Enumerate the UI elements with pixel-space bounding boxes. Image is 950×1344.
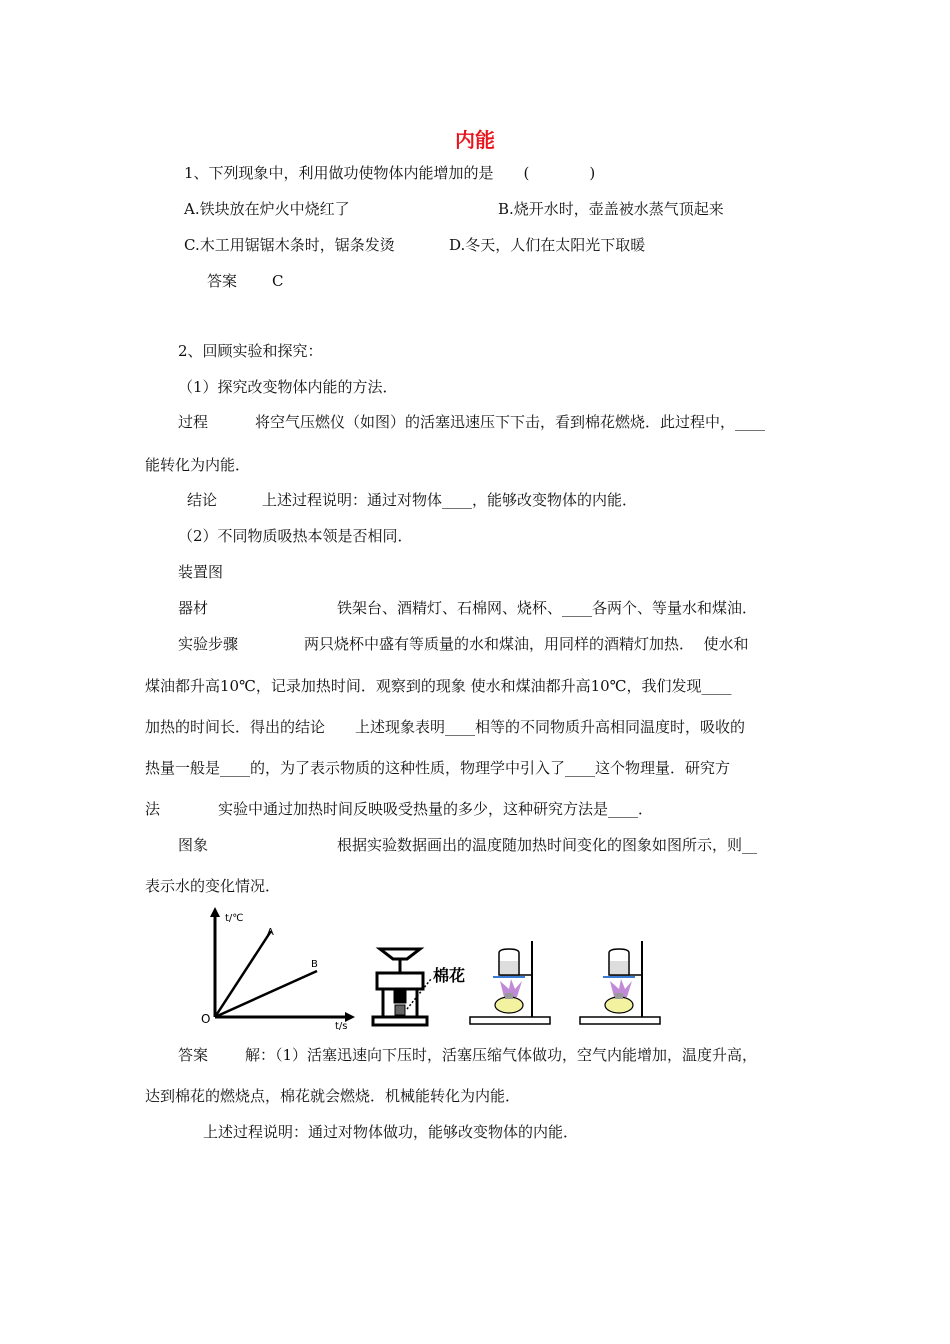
apparatus-diagram-label: 装置图 xyxy=(178,563,224,581)
q1-answer-value: C xyxy=(272,272,284,290)
q2-stem: 2、回顾实验和探究： xyxy=(178,342,323,360)
graph-text-2: 表示水的变化情况． xyxy=(145,877,281,895)
page-title: 内能 xyxy=(455,128,495,152)
q2-answer-line-1: 解：（1）活塞迅速向下压时，活塞压缩气体做功，空气内能增加，温度升高， xyxy=(245,1046,758,1064)
air-compression-igniter xyxy=(373,949,431,1025)
x-axis-label: t/s xyxy=(335,1021,348,1030)
steps-label: 实验步骤 xyxy=(178,635,239,653)
steps-text: 两只烧杯中盛有等质量的水和煤油，用同样的酒精灯加热． 使水和 xyxy=(304,635,749,653)
steps-line-4: 热量一般是____的，为了表示物质的这种性质，物理学中引入了____这个物理量．研究方 xyxy=(145,759,731,777)
q1-option-b: B.烧开水时，壶盖被水蒸气顶起来 xyxy=(498,200,724,218)
q1-stem: 1、下列现象中，利用做功使物体内能增加的是 ( ) xyxy=(184,164,596,182)
line-a-label: A xyxy=(267,927,274,938)
y-axis-label: t/℃ xyxy=(225,913,244,924)
method-label: 法 xyxy=(145,800,161,818)
materials-text: 铁架台、酒精灯、石棉网、烧杯、____各两个、等量水和煤油． xyxy=(337,599,758,617)
q2-answer-label: 答案 xyxy=(178,1046,209,1064)
temperature-time-graph xyxy=(201,907,355,1030)
q1-option-d: D.冬天，人们在太阳光下取暖 xyxy=(449,236,646,254)
steps-line-2: 煤油都升高10℃，记录加热时间．观察到的现象 使水和煤油都升高10℃，我们发现____ xyxy=(145,677,732,695)
conclusion-label: 结论 xyxy=(187,491,218,509)
process-label: 过程 xyxy=(178,413,209,431)
q2-answer-line-3: 上述过程说明：通过对物体做功，能够改变物体的内能． xyxy=(203,1123,579,1141)
q2-answer-line-2: 达到棉花的燃烧点，棉花就会燃烧．机械能转化为内能． xyxy=(145,1087,521,1105)
heating-apparatus-left xyxy=(470,941,550,1024)
graph-text: 根据实验数据画出的温度随加热时间变化的图象如图所示，则__ xyxy=(337,836,758,854)
steps-line-3: 加热的时间长．得出的结论 上述现象表明____相等的不同物质升高相同温度时，吸收的 xyxy=(145,718,746,736)
q1-option-a: A.铁块放在炉火中烧红了 xyxy=(184,200,350,218)
heating-apparatus-right xyxy=(580,941,660,1024)
process-text-2: 能转化为内能． xyxy=(145,456,251,474)
conclusion-text: 上述过程说明：通过对物体____，能够改变物体的内能． xyxy=(262,491,638,509)
q2-part1-title: （1）探究改变物体内能的方法． xyxy=(178,378,398,396)
cotton-label: 棉花 xyxy=(433,966,466,985)
graph-label: 图象 xyxy=(178,836,209,854)
figure-strip xyxy=(195,905,675,1030)
q1-option-c: C.木工用锯锯木条时，锯条发烫 xyxy=(184,236,395,254)
materials-label: 器材 xyxy=(178,599,209,617)
line-b-label: B xyxy=(311,959,318,970)
origin-label: O xyxy=(201,1012,211,1026)
q1-answer-label: 答案 xyxy=(207,272,238,290)
method-text: 实验中通过加热时间反映吸受热量的多少，这种研究方法是____． xyxy=(218,800,654,818)
process-text: 将空气压燃仪（如图）的活塞迅速压下下击，看到棉花燃烧．此过程中，____ xyxy=(255,413,766,431)
q2-part2-title: （2）不同物质吸热本领是否相同． xyxy=(178,527,413,545)
